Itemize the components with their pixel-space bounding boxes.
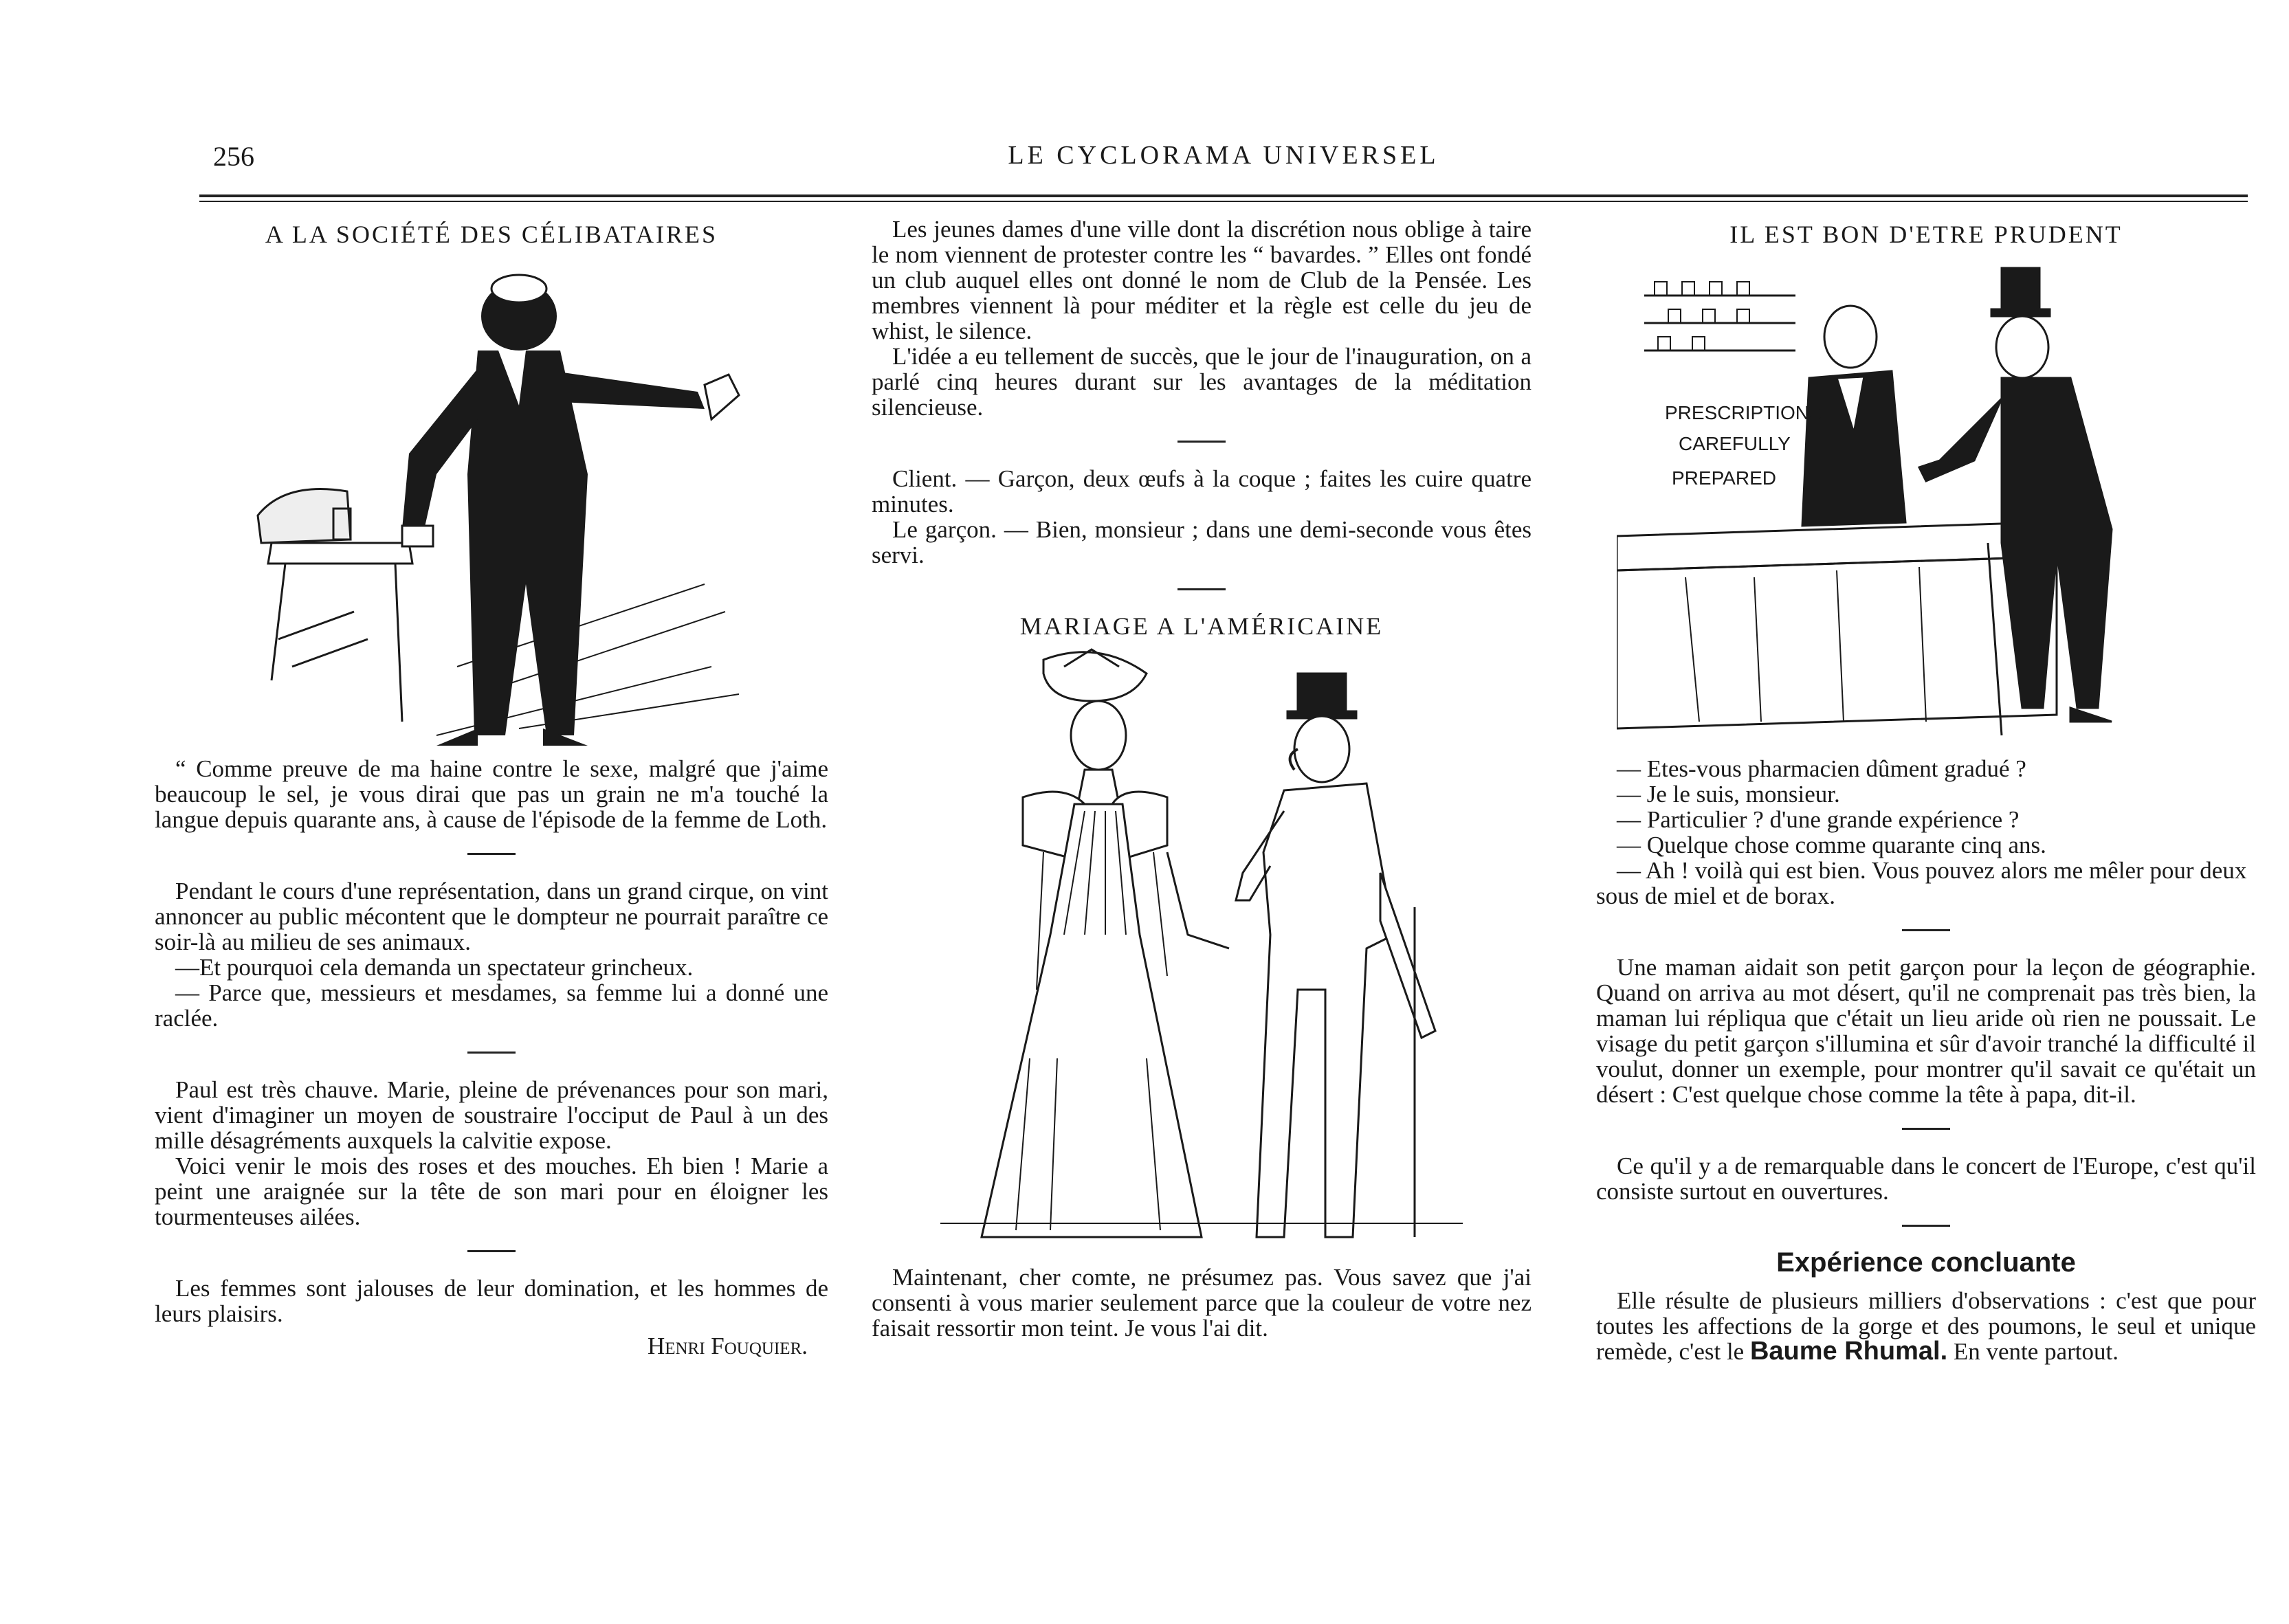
paragraph-jalouses: Les femmes sont jalouses de leur domination, et les hommes de leurs plaisirs. <box>155 1275 828 1327</box>
separator <box>467 1250 516 1252</box>
paragraph-cirque: Pendant le cours d'une représentation, dans un grand cirque, on vint annoncer au public mécontent que le dompteur ne pourrait paraître ce soir-là au milieu de ses animaux. <box>155 878 828 955</box>
caption-mariage: Maintenant, cher comte, ne présumez pas. Vous savez que j'ai consenti à vous marier seulement parce que la couleur de votre nez faisait ressortir mon teint. Je vous l'ai dit. <box>872 1264 1531 1342</box>
illustration-mariage <box>940 646 1463 1265</box>
sign-prepared: PREPARED <box>1672 467 1776 489</box>
dialog-line: — Etes-vous pharmacien dûment gradué ? <box>1617 755 2026 782</box>
ad-title: Expérience concluante <box>1776 1247 2076 1278</box>
running-title: LE CYCLORAMA UNIVERSEL <box>1008 141 1439 170</box>
page-number: 256 <box>213 141 254 172</box>
separator <box>467 853 516 855</box>
separator <box>1902 1225 1950 1227</box>
column-right <box>1596 216 2256 1364</box>
column-left <box>155 216 828 1359</box>
dialog-pharmacien <box>1596 756 2256 909</box>
ad-text <box>1596 1288 2256 1364</box>
paragraph-cirque-question: —Et pourquoi cela demanda un spectateur grincheux. <box>175 954 694 981</box>
paragraph-concert: Ce qu'il y a de remarquable dans le concert de l'Europe, c'est qu'il consiste surtout en ouvertures. <box>1596 1153 2256 1205</box>
dialog-line: — Particulier ? d'une grande expérience ? <box>1617 806 2020 833</box>
illustration-pharmacie <box>1617 254 2235 742</box>
separator <box>467 1052 516 1054</box>
ad-brand: Baume Rhumal. <box>1749 1337 1948 1366</box>
header-rule <box>199 194 2248 197</box>
column-middle <box>872 216 1531 1341</box>
paragraph-desert: Une maman aidait son petit garçon pour la leçon de géographie. Quand on arriva au mot désert, qu'il ne comprenait pas très bien, la maman lui répliqua que c'était un lieu aride où rien ne poussait. Le visage du petit garçon s'illumina et sûr d'avoir tranché la difficulté il voulut, donner un exemple, pour montrer qu'il savait ce qu'était un désert : C'est quelque chose comme la tête à papa, dit-il. <box>1596 954 2256 1108</box>
paragraph-inauguration: L'idée a eu tellement de succès, que le jour de l'inauguration, on a parlé cinq heures durant sur les avantages de la méditation silencieuse. <box>872 343 1531 421</box>
paragraph-cirque-answer: — Parce que, messieurs et mesdames, sa femme lui a donné une raclée. <box>155 979 828 1032</box>
paragraph-araignee: Voici venir le mois des roses et des mouches. Eh bien ! Marie a peint une araignée sur la tête de son mari pour en éloigner les tourmenteuses ailées. <box>155 1153 828 1230</box>
sign-carefully: CAREFULLY <box>1679 433 1791 454</box>
header-rule-thin <box>199 201 2248 202</box>
sign-prescriptions: PRESCRIPTIONS <box>1665 402 1822 423</box>
article-heading-mariage: MARIAGE A L'AMÉRICAINE <box>1019 612 1384 640</box>
separator <box>1902 929 1950 931</box>
separator <box>1902 1128 1950 1130</box>
article-heading-celibataires: A LA SOCIÉTÉ DES CÉLIBATAIRES <box>265 221 718 248</box>
caption-celibataires: “ Comme preuve de ma haine contre le sexe, malgré que j'aime beaucoup le sel, je vous dirai que pas un grain ne m'a touché la langue depuis quarante ans, à cause de l'épisode de la femme de Loth. <box>155 755 828 833</box>
illustration-celibataire <box>230 254 753 756</box>
author-signature: Henri Fouquier. <box>647 1333 808 1359</box>
paragraph-club: Les jeunes dames d'une ville dont la discrétion nous oblige à taire le nom viennent de protester contre les “ bavardes. ” Elles ont fondé un club auquel elles ont donné le nom de Club de la Pensée. Les membres viennent là pour méditer et la règle est celle du jeu de whist, le silence. <box>872 216 1531 344</box>
article-heading-prudent: IL EST BON D'ETRE PRUDENT <box>1729 221 2123 248</box>
page-header <box>199 137 2248 179</box>
paragraph-chauve: Paul est très chauve. Marie, pleine de prévenances pour son mari, vient d'imaginer un moyen de soustraire l'occiput de Paul à un des mille désagréments auxquels la calvitie expose. <box>155 1076 828 1154</box>
separator <box>1177 441 1226 443</box>
dialog-line: — Je le suis, monsieur. <box>1617 781 1840 808</box>
dialog-line: — Ah ! voilà qui est bien. Vous pouvez alors me mêler pour deux sous de miel et de borax. <box>1596 857 2247 909</box>
dialog-line: — Quelque chose comme quarante cinq ans. <box>1617 832 2046 858</box>
separator <box>1177 588 1226 590</box>
paragraph-client: Client. — Garçon, deux œufs à la coque ; faites les cuire quatre minutes. <box>872 465 1531 518</box>
ad-tail: En vente partout. <box>1953 1338 2119 1365</box>
paragraph-garcon: Le garçon. — Bien, monsieur ; dans une demi-seconde vous êtes servi. <box>872 516 1531 568</box>
ad-body: Elle résulte de plusieurs milliers d'observations : c'est que pour toutes les affections de la gorge et des poumons, le seul et unique remède, c'est le <box>1596 1287 2256 1365</box>
